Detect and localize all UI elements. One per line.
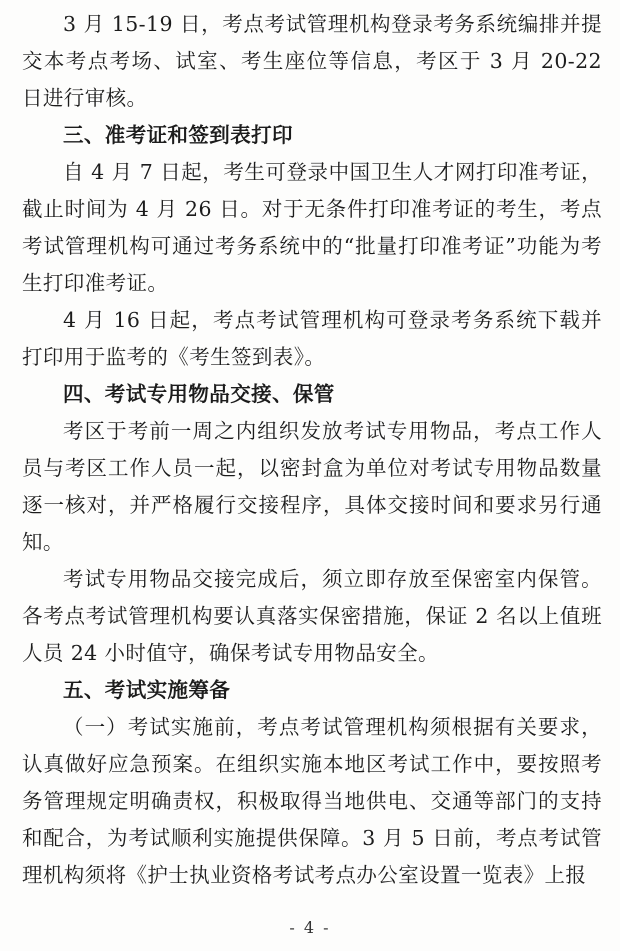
paragraph-materials-storage: 考试专用物品交接完成后，须立即存放至保密室内保管。各考点考试管理机构要认真落实保密措施，保证 2 名以上值班人员 24 小时值守，确保考试专用物品安全。 [22, 567, 602, 665]
paragraph-sign-in-sheet: 4 月 16 日起，考点考试管理机构可登录考务系统下载并打印用于监考的《考生签到表》。 [22, 308, 602, 369]
page-number: - 4 - [289, 918, 331, 937]
section-heading-materials-handover: 四、考试专用物品交接、保管 [63, 382, 335, 406]
paragraph-exam-preparation-1: （一）考试实施前，考点考试管理机构须根据有关要求，认真做好应急预案。在组织实施本地区考试工作中，要按照考务管理规定明确责权，积极取得当地供电、交通等部门的支持和配合，为考试顺利实施提供保障。3 月 5 日前，考点考试管理机构须将《护士执业资格考试考点办公室设置一览表》上报 [22, 715, 602, 887]
paragraph-materials-distribution: 考区于考前一周之内组织发放考试专用物品，考点工作人员与考区工作人员一起，以密封盒为单位对考试专用物品数量逐一核对，并严格履行交接程序，具体交接时间和要求另行通知。 [22, 419, 602, 554]
paragraph-exam-arrangement: 3 月 15-19 日，考点考试管理机构登录考务系统编排并提交本考点考场、试室、考生座位等信息，考区于 3 月 20-22 日进行审核。 [22, 12, 602, 110]
section-heading-exam-preparation: 五、考试实施筹备 [63, 678, 231, 702]
section-heading-admission-ticket: 三、准考证和签到表打印 [63, 123, 293, 147]
paragraph-admission-ticket-printing: 自 4 月 7 日起，考生可登录中国卫生人才网打印准考证，截止时间为 4 月 26 日。对于无条件打印准考证的考生，考点考试管理机构可通过考务系统中的“批量打印准考证”功能为考生打印准考证。 [22, 160, 602, 295]
document-body [22, 6, 602, 894]
